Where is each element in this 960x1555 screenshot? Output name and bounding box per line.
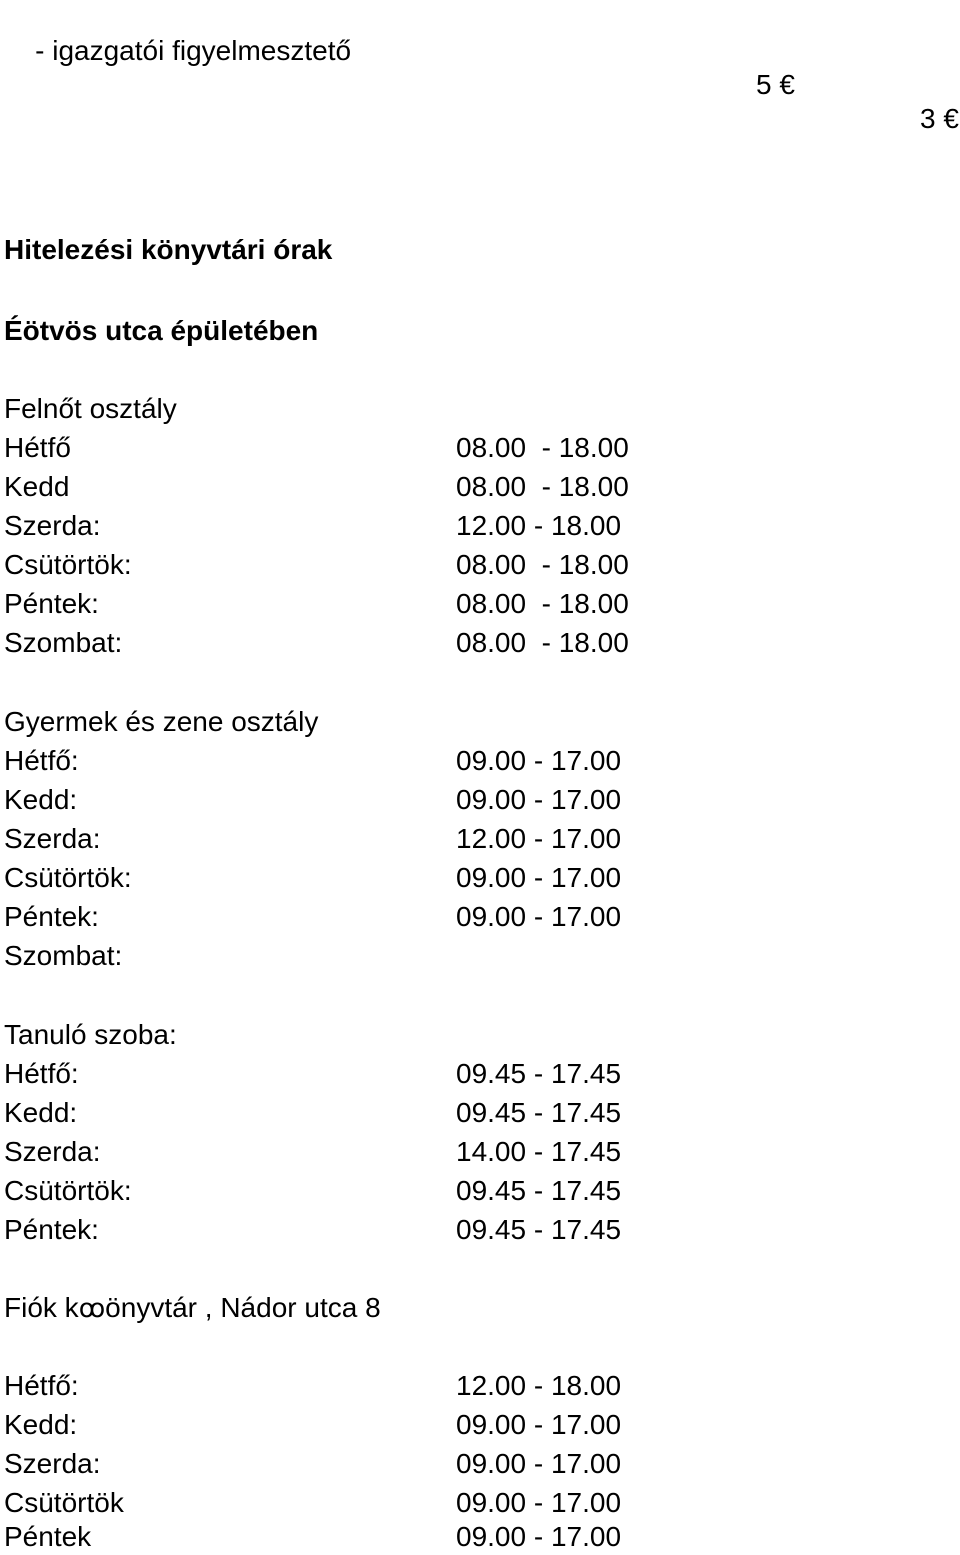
page-subheading: Éötvös utca épületében: [4, 315, 319, 346]
hours-value: 09.00 - 17.00: [456, 1409, 622, 1440]
hours-value: 08.00 - 18.00: [456, 471, 629, 502]
schedule-row: [4, 548, 704, 582]
day-label: Csütörtök:: [4, 549, 132, 580]
day-label: Péntek:: [4, 1214, 99, 1245]
hours-value: 09.00 - 17.00: [456, 901, 622, 932]
top-line: [4, 0, 960, 170]
day-label: Hétfő:: [4, 1058, 79, 1089]
hours-value: 14.00 - 17.45: [456, 1136, 622, 1167]
branch-title-part-2: önyvtár , Nádor utca 8: [105, 1292, 381, 1323]
hours-value: 09.00 - 17.00: [456, 862, 622, 893]
schedule-row: [4, 1096, 704, 1130]
hours-value: 09.45 - 17.45: [456, 1097, 622, 1128]
day-label: Kedd: [4, 471, 70, 502]
price-1: 5 €: [756, 69, 795, 100]
day-label: Péntek: [4, 1521, 92, 1552]
schedule-row: [4, 626, 704, 660]
section-title-children: Gyermek és zene osztály: [4, 706, 319, 737]
schedule-row: [4, 744, 704, 778]
day-label: Szerda:: [4, 1448, 101, 1479]
day-label: Szombat:: [4, 627, 123, 658]
schedule-row: [4, 1057, 704, 1091]
schedule-row: [4, 431, 704, 465]
schedule-row: [4, 1369, 704, 1403]
schedule-row: [4, 861, 704, 895]
schedule-row: [4, 587, 704, 621]
day-label: Kedd:: [4, 1097, 78, 1128]
hours-value: 09.00 - 17.00: [456, 784, 622, 815]
hours-value: 09.45 - 17.45: [456, 1214, 622, 1245]
schedule-row: [4, 1174, 704, 1208]
hours-value: 09.45 - 17.45: [456, 1175, 622, 1206]
page-heading: Hitelezési könyvtári órak: [4, 234, 333, 265]
schedule-row: [4, 822, 704, 856]
day-label: Csütörtök:: [4, 862, 132, 893]
hours-value: 12.00 - 17.00: [456, 823, 622, 854]
day-label: Szombat:: [4, 940, 123, 971]
hours-value: 09.00 - 17.00: [456, 1448, 622, 1479]
day-label: Szerda:: [4, 823, 101, 854]
hours-value: 09.00 - 17.00: [456, 745, 622, 776]
day-label: Hétfő:: [4, 745, 79, 776]
hours-value: 08.00 - 18.00: [456, 588, 629, 619]
schedule-row: [4, 509, 704, 543]
branch-title-part-1: Fiók k: [4, 1292, 79, 1323]
schedule-row: [4, 470, 704, 504]
hours-value: 12.00 - 18.00: [456, 510, 622, 541]
day-label: Kedd:: [4, 784, 78, 815]
day-label: Szerda:: [4, 510, 101, 541]
schedule-row: [4, 1135, 704, 1169]
schedule-row: [4, 900, 704, 934]
schedule-row: [4, 1408, 704, 1442]
hours-value: 08.00 - 18.00: [456, 549, 629, 580]
price-2: 3 €: [920, 103, 959, 134]
day-label: Hétfő: [4, 432, 71, 463]
schedule-row: [4, 1447, 704, 1481]
hours-value: 09.00 - 17.00: [456, 1521, 622, 1552]
day-label: Szerda:: [4, 1136, 101, 1167]
schedule-row: [4, 1486, 704, 1520]
day-label: Csütörtök: [4, 1487, 124, 1518]
hours-value: 12.00 - 18.00: [456, 1370, 622, 1401]
day-label: Csütörtök:: [4, 1175, 132, 1206]
section-title-branch-library: [4, 1291, 381, 1325]
day-label: Hétfő:: [4, 1370, 79, 1401]
day-label: Péntek:: [4, 588, 99, 619]
top-line-label: - igazgatói figyelmesztető: [35, 35, 352, 66]
schedule-row: [4, 1520, 704, 1554]
hours-value: 08.00 - 18.00: [456, 432, 629, 463]
schedule-row: [4, 939, 704, 973]
schedule-row: [4, 1213, 704, 1247]
section-title-study-room: Tanuló szoba:: [4, 1019, 177, 1050]
garbled-glyph: ꝏ: [78, 1293, 106, 1323]
day-label: Kedd:: [4, 1409, 78, 1440]
hours-value: 09.45 - 17.45: [456, 1058, 622, 1089]
hours-value: 09.00 - 17.00: [456, 1487, 622, 1518]
hours-value: 08.00 - 18.00: [456, 627, 629, 658]
section-title-adult: Felnőt osztály: [4, 393, 177, 424]
day-label: Péntek:: [4, 901, 99, 932]
schedule-row: [4, 783, 704, 817]
